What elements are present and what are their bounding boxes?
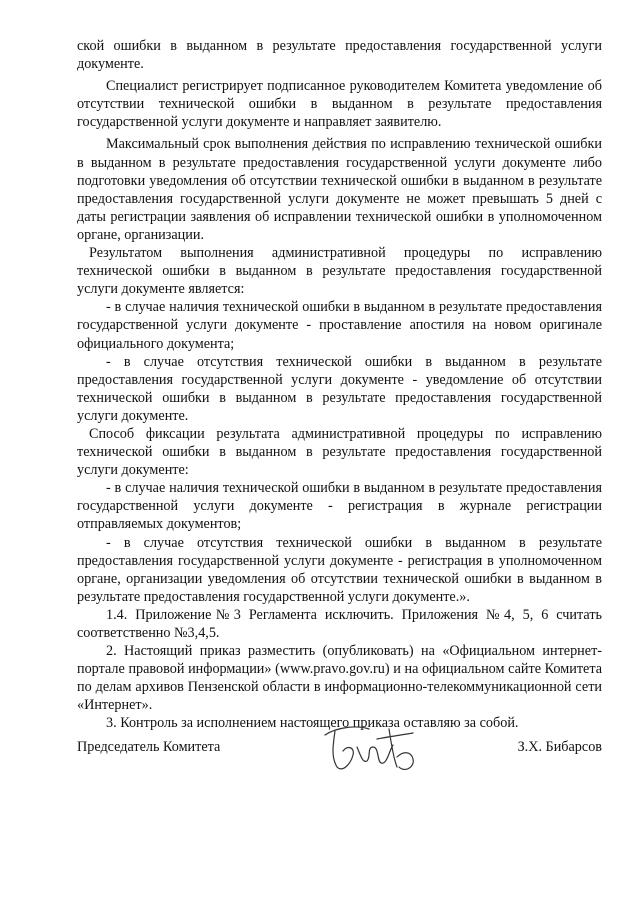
handwritten-signature [317, 717, 427, 777]
paragraph-6: - в случае отсутствия технической ошибки в выданном в результате предоставления государственной услуги документе - уведомление об отсутствии технической ошибки в выданном в результате предоставления государственной услуги документе. [77, 353, 602, 424]
signature-block [77, 739, 602, 779]
paragraph-3: Максимальный срок выполнения действия по исправлению технической ошибки в выданном в результате предоставления государственной услуги документе либо подготовки уведомления об отсутствии технической ошибки в выданном в результате предоставления государственной услуги документе не может превышать 5 дней с даты регистрации заявления об исправлении технической ошибки в уполномоченном органе, организации. [77, 136, 602, 243]
paragraph-2: Специалист регистрирует подписанное руководителем Комитета уведомление об отсутствии технической ошибки в выданном в результате предоставления государственной услуги документе и направляет заявителю. [77, 78, 602, 131]
paragraph-10: 1.4. Приложение№3 Регламента исключить. Приложения №4, 5, 6 считать соответственно №3,4,5. [77, 606, 602, 641]
paragraph-4: Результатом выполнения административной процедуры по исправлению технической ошибки в выданном в результате предоставления государственной услуги документе является: [77, 245, 602, 298]
paragraph-1: ской ошибки в выданном в результате предоставления государственной услуги документе. [77, 38, 602, 73]
paragraph-12: 3. Контроль за исполнением настоящего приказа оставляю за собой. [106, 715, 519, 732]
signatory-name: З.Х. Бибарсов [517, 739, 602, 755]
signatory-title: Председатель Комитета [77, 739, 221, 755]
paragraph-7: Способ фиксации результата административной процедуры по исправлению технической ошибки в выданном в результате предоставления государственной услуги документе: [77, 425, 602, 479]
paragraph-5: - в случае наличия технической ошибки в выданном в результате предоставления государственной услуги документе - проставление апостиля на новом оригинале официального документа; [77, 299, 602, 352]
paragraph-9: - в случае отсутствия технической ошибки в выданном в результате предоставления государственной услуги документе - регистрация в уполномоченном органе, организации уведомления об отсутствии технической ошибки в выданном в результате предоставления государственной услуги документе.». [77, 534, 602, 605]
paragraph-8: - в случае наличия технической ошибки в выданном в результате предоставления государственной услуги документе - регистрация в журнале регистрации отправляемых документов; [77, 480, 602, 533]
paragraph-11: 2. Настоящий приказ разместить (опубликовать) на «Официальном интернет-портале правовой информации» (www.pravo.gov.ru) и на официальном сайте Комитета по делам архивов Пензенской области в информационно-телекоммуникационной сети «Интернет». [77, 643, 602, 714]
document-body [77, 37, 602, 733]
